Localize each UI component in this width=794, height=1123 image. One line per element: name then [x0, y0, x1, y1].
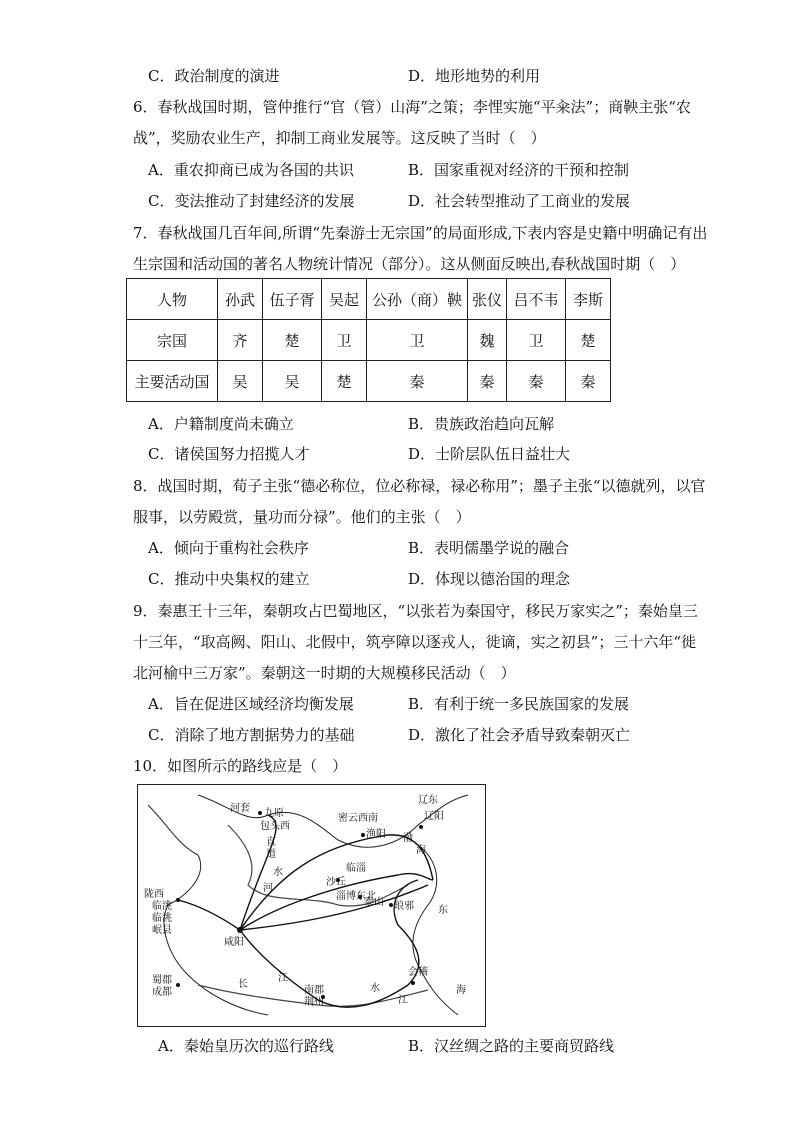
route-map-svg	[138, 785, 485, 1026]
q9-option-d[interactable]: D．激化了社会矛盾导致秦朝灭亡	[408, 726, 631, 744]
q9-option-b[interactable]: B．有利于统一多民族国家的发展	[408, 695, 630, 713]
table-cell: 卫	[322, 320, 367, 361]
city-dot	[361, 833, 365, 837]
table-cell: 秦	[468, 361, 507, 402]
table-cell: 楚	[566, 320, 611, 361]
table-cell: 秦	[367, 361, 468, 402]
table-cell: 齐	[218, 320, 263, 361]
q10-option-b[interactable]: B．汉丝绸之路的主要商贸路线	[408, 1037, 615, 1055]
q7-option-d[interactable]: D．士阶层队伍日益壮大	[408, 445, 571, 463]
table-cell: 李斯	[566, 279, 611, 320]
map-label: 水	[370, 983, 380, 994]
city-dot	[176, 898, 180, 902]
map-label: 荆州	[304, 997, 324, 1008]
table-row	[127, 320, 611, 361]
map-label: 沙丘	[326, 877, 346, 888]
map-label: 九原	[264, 808, 284, 819]
q5-option-d[interactable]: D．地形地势的利用	[408, 67, 541, 85]
map-label: 渤	[403, 833, 413, 844]
map-label: 淄博东北	[336, 891, 376, 902]
map-label: 长	[238, 979, 248, 990]
q9-option-c[interactable]: C．消除了地方割据势力的基础	[148, 726, 355, 744]
table-cell: 秦	[566, 361, 611, 402]
city-dot	[176, 983, 180, 987]
city-dot	[389, 903, 393, 907]
map-label: 琅邪	[394, 901, 414, 912]
q7-people-table	[126, 278, 611, 402]
q8-option-d[interactable]: D．体现以德治国的理念	[408, 570, 571, 588]
q6-option-b[interactable]: B．国家重视对经济的干预和控制	[408, 161, 630, 179]
table-cell: 吕不韦	[507, 279, 566, 320]
map-label: 蜀郡	[152, 975, 172, 986]
q8-stem-line1: 8．战国时期，荀子主张“德必称位，位必称禄，禄必称用”；墨子主张“以德就列，以官	[133, 477, 706, 495]
q8-option-c[interactable]: C．推动中央集权的建立	[148, 570, 310, 588]
table-cell: 伍子胥	[263, 279, 322, 320]
map-label: 咸阳	[224, 937, 244, 948]
q10-stem-line1: 10．如图所示的路线应是（ ）	[133, 757, 348, 775]
q5-option-c[interactable]: C．政治制度的演进	[148, 67, 280, 85]
map-label: 直	[266, 837, 276, 848]
table-cell: 楚	[263, 320, 322, 361]
map-label: 泰山	[364, 897, 384, 908]
table-cell: 卫	[507, 320, 566, 361]
city-dot	[411, 981, 415, 985]
map-label: 密云西南	[338, 813, 378, 824]
map-label: 道	[266, 849, 276, 860]
map-label: 辽阳	[424, 811, 444, 822]
table-cell: 宗国	[127, 320, 218, 361]
map-label: 东	[438, 905, 448, 916]
map-label: 河套	[230, 803, 250, 814]
table-cell: 楚	[322, 361, 367, 402]
map-label: 渔阳	[366, 829, 386, 840]
map-label: 江	[278, 973, 288, 984]
map-label: 水	[273, 867, 283, 878]
map-label: 临淄	[346, 863, 366, 874]
table-cell: 公孙（商）鞅	[367, 279, 468, 320]
map-label: 南郡	[304, 985, 324, 996]
map-label: 会稽	[408, 967, 428, 978]
q8-option-b[interactable]: B．表明儒墨学说的融合	[408, 539, 570, 557]
q8-stem-line2: 服事，以劳殿赏，量功而分禄”。他们的主张（ ）	[133, 508, 471, 526]
city-dot	[419, 825, 423, 829]
map-label: 海	[456, 985, 466, 996]
map-label: 包头西	[260, 821, 290, 832]
city-dot	[237, 927, 243, 933]
q6-option-d[interactable]: D．社会转型推动了工商业的发展	[408, 192, 631, 210]
coastline-east	[413, 845, 458, 1015]
map-label: 成都	[152, 987, 172, 998]
qin-route-map	[137, 784, 486, 1027]
q10-option-a[interactable]: A．秦始皇历次的巡行路线	[158, 1037, 334, 1055]
q9-stem-line1: 9．秦惠王十三年，秦朝攻占巴蜀地区，“以张若为秦国守，移民万家实之”；秦始皇三	[133, 602, 698, 620]
map-label: 岷县	[152, 925, 172, 936]
table-cell: 秦	[507, 361, 566, 402]
q6-option-c[interactable]: C．变法推动了封建经济的发展	[148, 192, 355, 210]
map-label: 江	[398, 995, 408, 1006]
table-cell: 卫	[367, 320, 468, 361]
map-label: 辽东	[418, 795, 438, 806]
table-cell: 人物	[127, 279, 218, 320]
table-cell: 吴	[218, 361, 263, 402]
table-cell: 张仪	[468, 279, 507, 320]
table-cell: 吴起	[322, 279, 367, 320]
q6-option-a[interactable]: A．重农抑商已成为各国的共识	[148, 161, 354, 179]
city-dot	[258, 811, 262, 815]
map-label: 临洮	[152, 901, 172, 912]
q8-option-a[interactable]: A．倾向于重构社会秩序	[148, 539, 309, 557]
q6-stem-line2: 战”，奖励农业生产，抑制工商业发展等。这反映了当时（ ）	[133, 129, 546, 147]
table-cell: 魏	[468, 320, 507, 361]
q7-stem-line2: 生宗国和活动国的著名人物统计情况（部分）。这从侧面反映出,春秋战国时期（ ）	[133, 255, 686, 273]
map-label: 河	[263, 883, 273, 894]
q6-stem-line1: 6．春秋战国时期，管仲推行“官（管）山海”之策；李悝实施“平籴法”；商鞅主张“农	[133, 98, 691, 116]
table-cell: 吴	[263, 361, 322, 402]
q9-stem-line3: 北河榆中三万家”。秦朝这一时期的大规模移民活动（ ）	[133, 664, 516, 682]
q9-stem-line2: 十三年，“取高阙、阳山、北假中，筑亭障以逐戎人，徙谪，实之初县”；三十六年“徙	[133, 633, 697, 651]
q7-option-b[interactable]: B．贵族政治趋向瓦解	[408, 415, 555, 433]
q9-option-a[interactable]: A．旨在促进区域经济均衡发展	[148, 695, 354, 713]
table-cell: 主要活动国	[127, 361, 218, 402]
map-label: 陇西	[144, 889, 164, 900]
q7-option-a[interactable]: A．户籍制度尚未确立	[148, 415, 294, 433]
map-label: 临洮	[152, 913, 172, 924]
q7-stem-line1: 7．春秋战国几百年间,所谓“先秦游士无宗国”的局面形成,下表内容是史籍中明确记有出	[133, 224, 708, 242]
table-cell: 孙武	[218, 279, 263, 320]
map-label: 海	[416, 845, 426, 856]
q7-option-c[interactable]: C．诸侯国努力招揽人才	[148, 445, 310, 463]
table-header-row	[127, 279, 611, 320]
route-line	[178, 900, 240, 930]
table-row	[127, 361, 611, 402]
